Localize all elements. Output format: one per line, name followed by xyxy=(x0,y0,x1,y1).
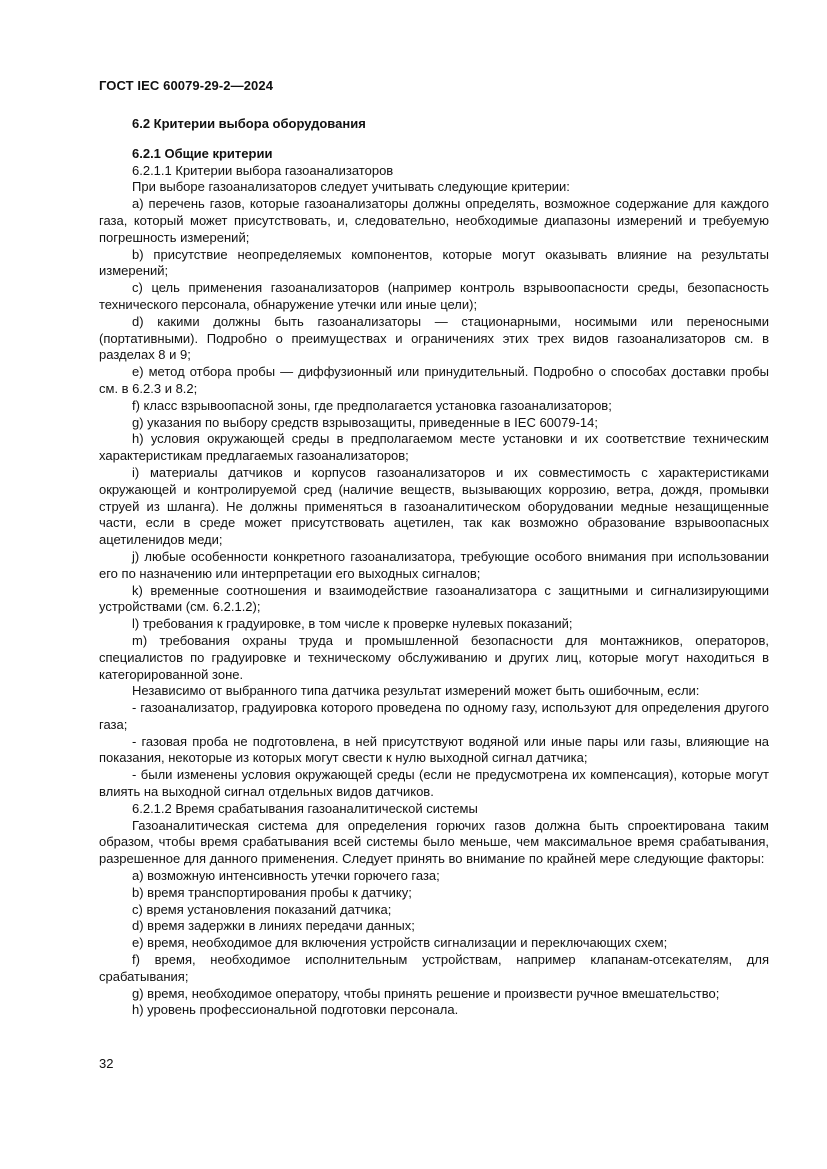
factor-d: d) время задержки в линиях передачи данных; xyxy=(132,918,415,934)
criterion-g: g) указания по выбору средств взрывозащиты, приведенные в IEC 60079-14; xyxy=(132,414,599,430)
dash-item-1: - газоанализатор, градуировка которого проведена по одному газу, используют для определения другого газа; xyxy=(99,700,769,732)
factor-g: g) время, необходимое оператору, чтобы принять решение и произвести ручное вмешательство; xyxy=(132,985,720,1001)
factor-h: h) уровень профессиональной подготовки персонала. xyxy=(132,1002,459,1018)
clause-6-2-1-1: 6.2.1.1 Критерии выбора газоанализаторов xyxy=(132,162,394,178)
section-title: 6.2 Критерии выбора оборудования xyxy=(132,116,366,131)
criterion-h: h) условия окружающей среды в предполагаемом месте установки и их соответствие техническим характеристикам предлагаемых газоанализаторов; xyxy=(99,431,769,464)
response-intro: Газоаналитическая система для определения горючих газов должна быть спроектирована таким образом, чтобы время срабатывания всей системы было меньше, чем максимальное время срабатывания, разрешенное для данного применения. Следует принять во внимание по крайней мере следующие факторы: xyxy=(99,817,769,867)
criterion-i: i) материалы датчиков и корпусов газоанализаторов и их совместимость с характеристиками окружающей и контролируемой сред (наличие веществ, вызывающих коррозию, ветра, дождя, промывки струей из шланга). Не должны применяться в газоаналитическом оборудовании медные незащищенные части, если в среде может присутствовать ацетилен, так как возможно образование взрывоопасных ацетиленидов меди; xyxy=(99,464,769,548)
clause-6-2-1-2: 6.2.1.2 Время срабатывания газоаналитической системы xyxy=(132,800,478,816)
dash-item-2: - газовая проба не подготовлена, в ней присутствуют водяной или иные пары или газы, влияющие на показания, некоторые из которых могут свести к нулю выходной сигнал датчика; xyxy=(99,733,769,766)
criterion-m: m) требования охраны труда и промышленной безопасности для монтажников, операторов, специалистов по градуировке и техническому обслуживанию и других лиц, которые могут находиться в категорированной зоне. xyxy=(99,632,769,682)
dash-item-3: - были изменены условия окружающей среды (если не предусмотрена их компенсация), которые могут влиять на выходной сигнал отдельных видов датчиков. xyxy=(99,767,769,800)
criterion-f: f) класс взрывоопасной зоны, где предполагается установка газоанализаторов; xyxy=(132,397,612,413)
criterion-j: j) любые особенности конкретного газоанализатора, требующие особого внимания при использовании его по назначению или интерпретации его выходных сигналов; xyxy=(99,548,769,581)
factor-e: e) время, необходимое для включения устройств сигнализации и переключающих схем; xyxy=(132,935,668,951)
subsection-title: 6.2.1 Общие критерии xyxy=(132,145,273,161)
criterion-d: d) какими должны быть газоанализаторы — стационарными, носимыми или переносными (портативными). Подробно о преимуществах и ограничениях этих трех видов газоанализаторов см. в разделах 8 и 9; xyxy=(99,313,769,363)
factor-c: c) время установления показаний датчика; xyxy=(132,901,392,917)
criterion-c: c) цель применения газоанализаторов (например контроль взрывоопасности среды, безопасность технического персонала, обнаружение утечки или иные цели); xyxy=(99,280,769,312)
criterion-l: l) требования к градуировке, в том числе к проверке нулевых показаний; xyxy=(132,616,573,632)
criterion-b: b) присутствие неопределяемых компонентов, которые могут оказывать влияние на результаты измерений; xyxy=(99,246,769,279)
document-header: ГОСТ IEC 60079-29-2—2024 xyxy=(99,78,274,93)
criteria-intro: При выборе газоанализаторов следует учитывать следующие критерии: xyxy=(132,179,570,195)
criterion-k: k) временные соотношения и взаимодействие газоанализатора с защитными и сигнализирующими устройствами (см. 6.2.1.2); xyxy=(99,582,769,615)
note-intro: Независимо от выбранного типа датчика результат измерений может быть ошибочным, если: xyxy=(132,683,700,699)
criterion-a: a) перечень газов, которые газоанализаторы должны определять, возможное содержание для каждого газа, который может присутствовать, и, следовательно, необходимые диапазоны измерений и требуемую погрешность измерений; xyxy=(99,196,769,245)
factor-a: a) возможную интенсивность утечки горючего газа; xyxy=(132,868,440,884)
factor-b: b) время транспортирования пробы к датчику; xyxy=(132,884,412,900)
criterion-e: e) метод отбора пробы — диффузионный или принудительный. Подробно о способах доставки пробы см. в 6.2.3 и 8.2; xyxy=(99,364,769,396)
factor-f: f) время, необходимое исполнительным устройствам, например клапанам-отсекателям, для срабатывания; xyxy=(99,952,769,984)
page-content xyxy=(99,116,769,1019)
page-number: 32 xyxy=(99,1056,114,1071)
